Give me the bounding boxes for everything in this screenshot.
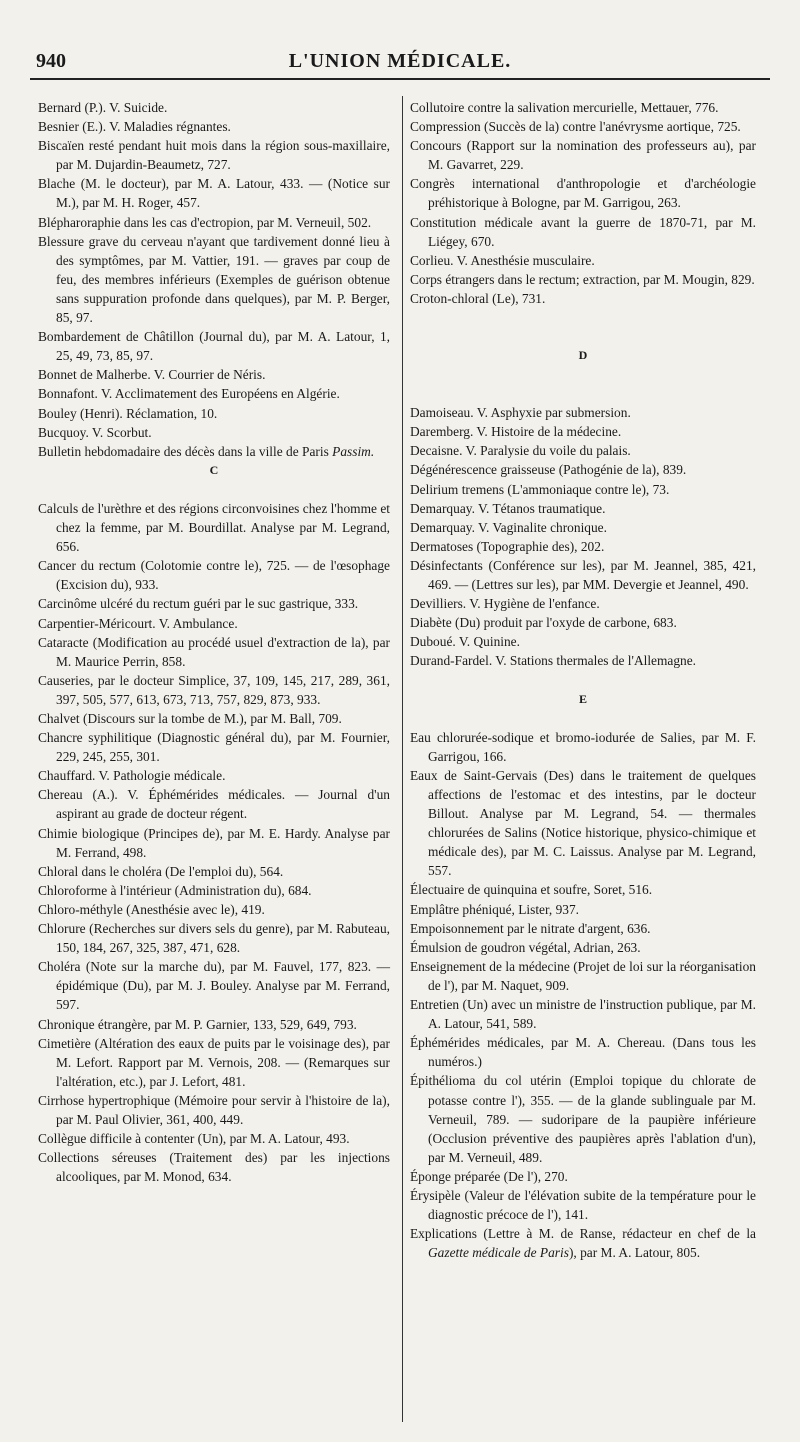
index-entry-text: ), par M. A. Latour, 805.: [568, 1245, 701, 1261]
index-entry: Delirium tremens (L'ammoniaque contre le), 73.: [410, 481, 670, 497]
index-entry: Decaisne. V. Paralysie du voile du palais.: [410, 443, 631, 459]
journal-name: Gazette médicale de Paris: [428, 1245, 569, 1261]
section-spacer: [410, 670, 756, 689]
column-divider: [402, 96, 403, 1422]
index-entry: Chereau (A.). V. Éphémérides médicales. — Journal d'un aspirant au grade de docteur régent.: [38, 787, 390, 822]
index-entry: [410, 1224, 756, 1262]
index-entry: Demarquay. V. Vaginalite chronique.: [410, 519, 607, 535]
index-entry: Devilliers. V. Hygiène de l'enfance.: [410, 596, 600, 612]
index-entry: Dégénérescence graisseuse (Pathogénie de la), 839.: [410, 462, 687, 478]
left-column: [38, 98, 390, 1186]
index-entry: Bombardement de Châtillon (Journal du), par M. A. Latour, 1, 25, 49, 73, 85, 97.: [38, 329, 390, 364]
page-header: [30, 48, 770, 80]
index-entry: Éphémérides médicales, par M. A. Chereau. (Dans tous les numéros.): [410, 1035, 756, 1070]
index-entry: Bucquoy. V. Scorbut.: [38, 424, 152, 440]
index-entry: Damoiseau. V. Asphyxie par submersion.: [410, 405, 631, 421]
index-entry: Corlieu. V. Anesthésie musculaire.: [410, 252, 595, 268]
index-entry: Chauffard. V. Pathologie médicale.: [38, 768, 226, 784]
index-entry: Désinfectants (Conférence sur les), par M. Jeannel, 385, 421, 469. — (Lettres sur les), par MM. Devergie et Jeannel, 490.: [410, 557, 756, 592]
index-entry: Chloro-méthyle (Anesthésie avec le), 419.: [38, 901, 265, 917]
index-entry: Carcinôme ulcéré du rectum guéri par le suc gastrique, 333.: [38, 596, 359, 612]
index-entry: Carpentier-Méricourt. V. Ambulance.: [38, 615, 238, 631]
index-entry: Électuaire de quinquina et soufre, Soret, 516.: [410, 882, 653, 898]
index-entry: Érysipèle (Valeur de l'élévation subite de la température pour le diagnostic précoce de l'), 141.: [410, 1187, 756, 1223]
index-entry: Cimetière (Altération des eaux de puits par le voisinage des), par M. Lefort. Rapport par M. Vernois, 208. — (Remarques sur l'altération, etc.), par J. Lefort, 481.: [38, 1035, 390, 1089]
index-entry: Causeries, par le docteur Simplice, 37, 109, 145, 217, 289, 361, 397, 505, 577, 613, 673, 713, 757, 829, 873, 933.: [38, 672, 390, 707]
index-entry: Collections séreuses (Traitement des) par les injections alcooliques, par M. Monod, 634.: [38, 1150, 390, 1185]
index-entry: Blache (M. le docteur), par M. A. Latour, 433. — (Notice sur M.), par M. H. Roger, 457.: [38, 176, 390, 211]
index-entry: Dermatoses (Topographie des), 202.: [410, 538, 605, 554]
index-entry: Concours (Rapport sur la nomination des professeurs au), par M. Gavarret, 229.: [410, 138, 756, 173]
index-entry: Cirrhose hypertrophique (Mémoire pour servir à l'histoire de la), par M. Paul Olivier, 361, 400, 449.: [38, 1092, 390, 1127]
index-entry: Besnier (E.). V. Maladies régnantes.: [38, 119, 231, 135]
index-entry: Éponge préparée (De l'), 270.: [410, 1168, 568, 1184]
index-entry: Daremberg. V. Histoire de la médecine.: [410, 424, 622, 440]
index-entry-text: Bulletin hebdomadaire des décès dans la ville de Paris: [38, 443, 329, 459]
right-column: [410, 98, 756, 1262]
index-entry: Cancer du rectum (Colotomie contre le), 725. — de l'œsophage (Excision du), 933.: [38, 558, 390, 593]
index-entry: Épithélioma du col utérin (Emploi topique du chlorate de potasse contre l'), 355. — de la glande sublinguale par M. Verneuil, 789. — sudoripare de la paupière inférieure (Occlusion préventive des paupières après l'ablation d'un), par M. Verneuil, 489.: [410, 1073, 756, 1165]
index-entry: Congrès international d'anthropologie et d'archéologie préhistorique à Bologne, par M. Garrigou, 263.: [410, 176, 756, 211]
index-entry: Chancre syphilitique (Diagnostic général du), par M. Fournier, 229, 245, 255, 301.: [38, 730, 390, 765]
index-entry: Chalvet (Discours sur la tombe de M.), par M. Ball, 709.: [38, 711, 342, 726]
section-spacer: [410, 308, 756, 346]
index-entry: Chloral dans le choléra (De l'emploi du), 564.: [38, 863, 284, 879]
index-entry: Collègue difficile à contenter (Un), par M. A. Latour, 493.: [38, 1131, 350, 1147]
page-number: 940: [36, 50, 66, 72]
index-entry: Chronique étrangère, par M. P. Garnier, 133, 529, 649, 793.: [38, 1016, 357, 1032]
journal-title: L'UNION MÉDICALE.: [288, 50, 512, 72]
passim-note: Passim.: [332, 443, 375, 459]
index-entry: Choléra (Note sur la marche du), par M. Fauvel, 177, 823. — épidémique (Du), par M. J. Bouley. Analyse par M. Ferrand, 597.: [38, 959, 390, 1013]
section-spacer: [410, 365, 756, 403]
index-entry: Cataracte (Modification au procédé usuel d'extraction de la), par M. Maurice Perrin, 858.: [38, 634, 390, 669]
index-entry: Constitution médicale avant la guerre de 1870-71, par M. Liégey, 670.: [410, 214, 756, 249]
index-entry: Émulsion de goudron végétal, Adrian, 263.: [410, 939, 641, 955]
index-entry: Enseignement de la médecine (Projet de loi sur la réorganisation de l'), par M. Naquet, 909.: [410, 958, 756, 993]
index-entry: Eau chlorurée-sodique et bromo-iodurée de Salies, par M. F. Garrigou, 166.: [410, 729, 756, 764]
index-entry: Duboué. V. Quinine.: [410, 634, 520, 650]
index-entry: Biscaïen resté pendant huit mois dans la région sous-maxillaire, par M. Dujardin-Beaumetz, 727.: [38, 138, 390, 173]
index-entry: Chlorure (Recherches sur divers sels du genre), par M. Rabuteau, 150, 184, 267, 325, 387, 471, 628.: [38, 921, 390, 956]
index-entry: Bernard (P.). V. Suicide.: [38, 100, 168, 115]
index-entry: Corps étrangers dans le rectum; extraction, par M. Mougin, 829.: [410, 271, 755, 287]
index-entry: Chloroforme à l'intérieur (Administration du), 684.: [38, 882, 312, 898]
index-entry: Empoisonnement par le nitrate d'argent, 636.: [410, 920, 651, 936]
section-letter-c: C: [209, 462, 219, 477]
section-spacer: [38, 480, 390, 499]
index-entry: Blessure grave du cerveau n'ayant que tardivement donné lieu à des symptômes, par M. Vattier, 191. — graves par coup de feu, des membres inférieurs (Exemples de guérison obtenue sans suppuration profonde dans quelques), par M. P. Berger, 85, 97.: [38, 233, 390, 326]
section-letter-e: E: [578, 691, 587, 706]
index-entry: Croton-chloral (Le), 731.: [410, 290, 546, 306]
index-entry: [38, 442, 390, 461]
index-entry: Emplâtre phéniqué, Lister, 937.: [410, 901, 580, 917]
index-entry: Chimie biologique (Principes de), par M. E. Hardy. Analyse par M. Ferrand, 498.: [38, 825, 390, 860]
section-letter-d: D: [578, 348, 588, 363]
index-entry: Compression (Succès de la) contre l'anévrysme aortique, 725.: [410, 119, 741, 135]
index-entry: Calculs de l'urèthre et des régions circonvoisines chez l'homme et chez la femme, par M. Bourdillat. Analyse par M. Legrand, 656.: [38, 500, 390, 555]
index-entry: Bouley (Henri). Réclamation, 10.: [38, 405, 218, 421]
index-entry: Demarquay. V. Tétanos traumatique.: [410, 500, 606, 516]
index-entry: Diabète (Du) produit par l'oxyde de carbone, 683.: [410, 615, 677, 631]
section-spacer: [410, 709, 756, 728]
index-entry: Durand-Fardel. V. Stations thermales de l'Allemagne.: [410, 653, 697, 669]
index-entry-text: Explications (Lettre à M. de Ranse, rédacteur en chef de la: [410, 1226, 756, 1242]
index-entry: Collutoire contre la salivation mercurielle, Mettauer, 776.: [410, 100, 719, 115]
index-entry: Entretien (Un) avec un ministre de l'instruction publique, par M. A. Latour, 541, 589.: [410, 997, 756, 1032]
index-entry: Bonnafont. V. Acclimatement des Européens en Algérie.: [38, 386, 340, 402]
index-entry: Bonnet de Malherbe. V. Courrier de Néris.: [38, 367, 266, 383]
index-entry: Eaux de Saint-Gervais (Des) dans le traitement de quelques affections de l'estomac et des intestins, par le docteur Billout. Analyse par M. Legrand, 54. — thermales chlorurées de Salins (Notice historique, physico-chimique et médicale des), par M. C. Laissus. Analyse par M. Legrand, 557.: [410, 767, 756, 879]
index-entry: Blépharoraphie dans les cas d'ectropion, par M. Verneuil, 502.: [38, 214, 372, 230]
